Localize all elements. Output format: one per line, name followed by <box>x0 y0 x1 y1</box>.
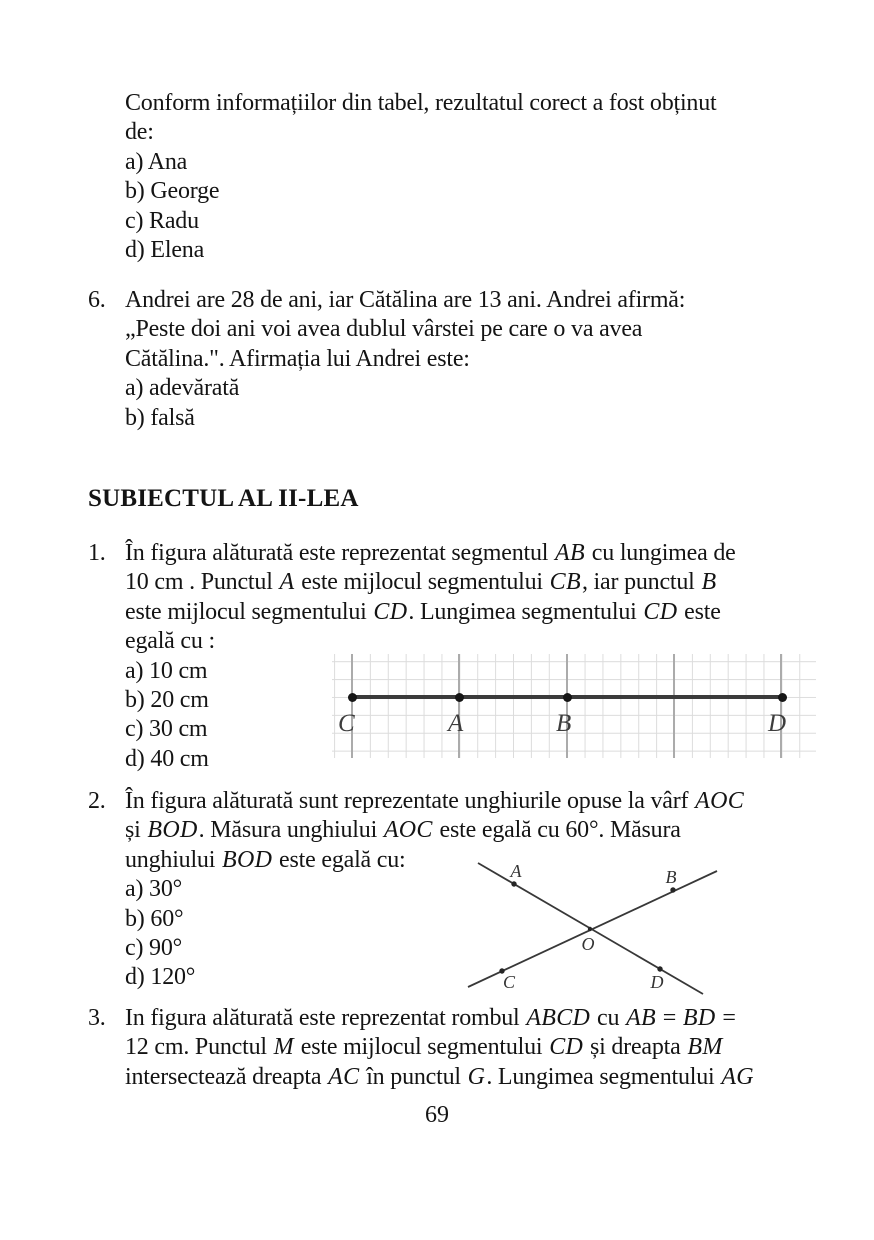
point-B-dot <box>670 887 675 892</box>
question-number: 1. <box>88 540 106 566</box>
gridline-C <box>351 654 353 758</box>
point-B-label: B <box>665 867 677 887</box>
point-D-dot <box>778 693 787 702</box>
question-number: 6. <box>88 287 106 313</box>
question-text <box>125 539 736 657</box>
question-text-line: „Peste doi ani voi avea dublul vârstei pe care o va avea <box>125 316 643 343</box>
question-text-line: și BOD. Măsura unghiului AOC este egală cu 60°. Măsura <box>125 817 681 844</box>
question-text-line: este mijlocul segmentului CD. Lungimea segmentului CD este <box>125 598 721 625</box>
section-heading: SUBIECTUL AL II-LEA <box>88 485 359 512</box>
question-text-line: 10 cm . Punctul A este mijlocul segmentului CB, iar punctul B <box>125 569 717 596</box>
point-C-label: C <box>338 710 355 737</box>
point-D-label: D <box>650 972 664 992</box>
answer-option: b) 60° <box>125 905 184 932</box>
point-O-label: O <box>581 934 595 954</box>
question-text-line: 12 cm. Punctul M este mijlocul segmentului CD și dreapta BM <box>125 1034 723 1061</box>
answer-option: d) Elena <box>125 236 205 263</box>
point-D-dot <box>657 966 662 971</box>
answer-option: d) 120° <box>125 964 196 991</box>
question-text-line: In figura alăturată este reprezentat rombul ABCD cu AB = BD = <box>125 1005 736 1031</box>
question-text-line: de: <box>125 119 154 146</box>
point-O-dot <box>588 927 592 931</box>
figure-segment-grid <box>332 654 816 758</box>
point-B-label: B <box>556 710 572 737</box>
point-C-label: C <box>502 972 516 992</box>
answer-option: a) Ana <box>125 148 188 175</box>
point-C-dot <box>348 693 357 702</box>
gridline-mid <box>673 654 675 758</box>
line-CB <box>468 871 717 987</box>
point-A-label: A <box>448 710 464 737</box>
answer-option: a) 10 cm <box>125 657 208 684</box>
question-text-line: egală cu : <box>125 628 215 655</box>
point-A-dot <box>511 881 516 886</box>
answer-options <box>125 148 717 266</box>
question-text <box>125 1004 755 1092</box>
question-text-line: Andrei are 28 de ani, iar Cătălina are 13 ani. Andrei afirmă: <box>125 287 686 313</box>
answer-option: b) falsă <box>125 404 195 431</box>
answer-options <box>125 374 685 433</box>
answer-option: c) 90° <box>125 934 183 961</box>
point-B-dot <box>563 693 572 702</box>
page-number: 69 <box>425 1102 449 1128</box>
point-D-label: D <box>768 710 787 737</box>
question-text-line: Cătălina.". Afirmația lui Andrei este: <box>125 345 470 372</box>
answer-option: b) 20 cm <box>125 686 209 713</box>
answer-option: c) 30 cm <box>125 716 208 743</box>
gridline-A <box>458 654 460 758</box>
figure-crossing-lines <box>455 850 735 1002</box>
answer-option: b) George <box>125 178 220 205</box>
question-number: 2. <box>88 788 106 814</box>
question-text <box>125 89 717 148</box>
question-text-line: Conform informațiilor din tabel, rezultatul corect a fost obținut <box>125 90 717 116</box>
answer-option: d) 40 cm <box>125 745 209 772</box>
question-5-continuation <box>125 89 717 265</box>
question-text-line: În figura alăturată este reprezentat segmentul AB cu lungimea de <box>125 540 736 566</box>
gridline-B <box>566 654 568 758</box>
question-number: 3. <box>88 1005 106 1031</box>
question-text-line: intersectează dreapta AC în punctul G. Lungimea segmentului AG <box>125 1063 754 1090</box>
question-text <box>125 286 685 374</box>
answer-option: c) Radu <box>125 207 199 234</box>
answer-option: a) 30° <box>125 876 183 903</box>
answer-option: a) adevărată <box>125 375 240 402</box>
question-text-line: unghiului BOD este egală cu: <box>125 846 406 873</box>
gridline-D <box>780 654 782 758</box>
point-A-label: A <box>510 861 522 881</box>
question-text-line: În figura alăturată sunt reprezentate unghiurile opuse la vârf AOC <box>125 788 745 814</box>
point-A-dot <box>455 693 464 702</box>
